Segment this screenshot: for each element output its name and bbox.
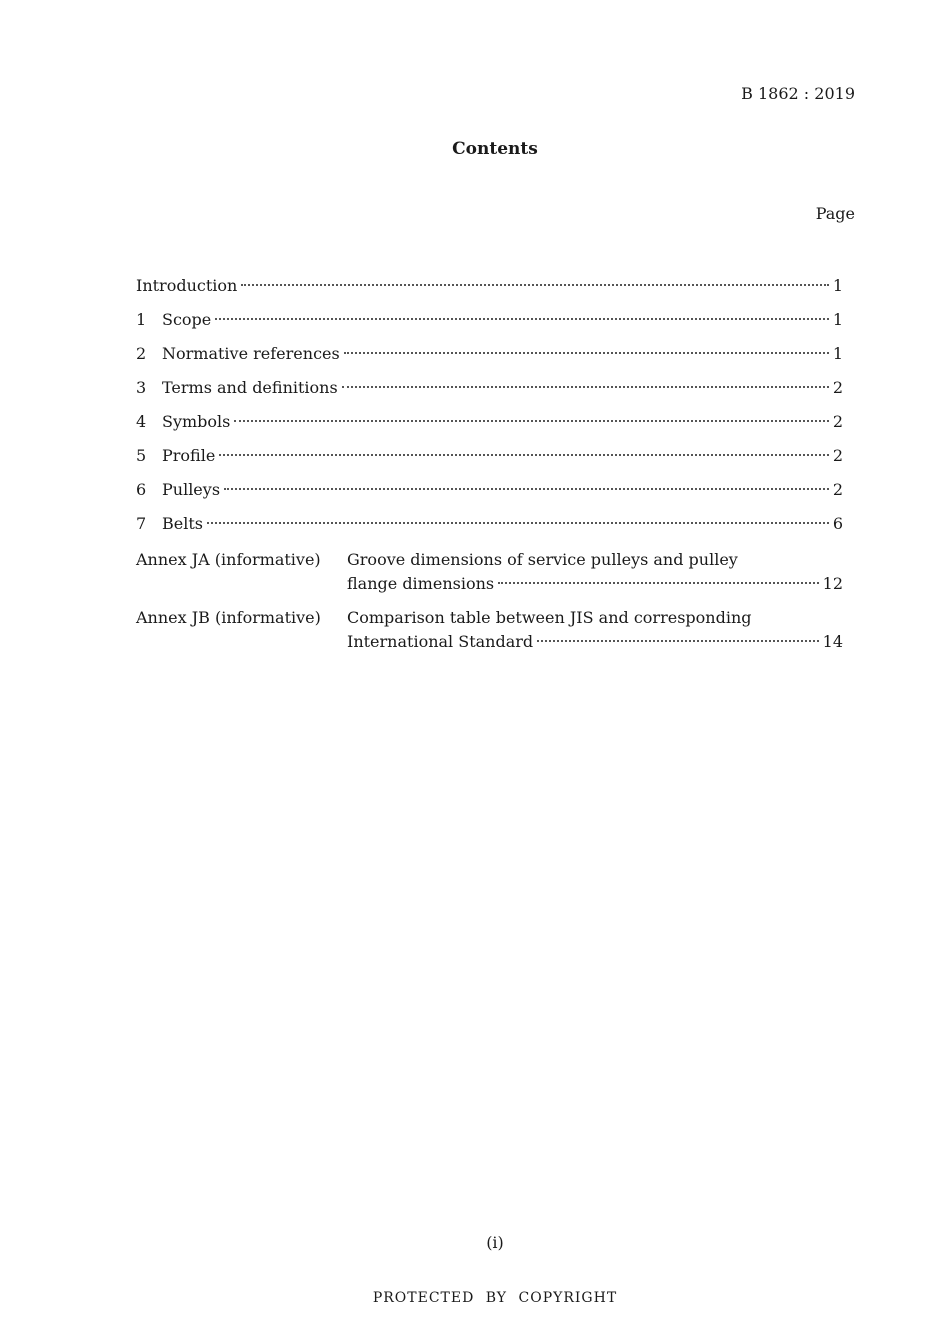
toc-entry-label: Terms and definitions [162, 378, 338, 397]
toc-entry-number: 6 [136, 480, 147, 499]
page-title: Contents [452, 139, 538, 159]
toc-entry-pulleys[interactable] [136, 480, 843, 514]
toc-entry-belts[interactable] [136, 514, 843, 548]
dot-leader [207, 522, 829, 524]
toc-entry-page: 1 [832, 344, 843, 363]
annex-title-line2: International Standard [347, 632, 534, 651]
toc-entry-number: 4 [136, 412, 147, 431]
annex-body [347, 606, 843, 654]
toc-entry-page: 2 [832, 378, 843, 397]
toc-entry-annex-jb[interactable] [136, 606, 843, 654]
toc-entry-profile[interactable] [136, 446, 843, 480]
toc-entry-label: Profile [162, 446, 216, 465]
annex-title-line2-row [347, 630, 843, 654]
toc-entry-page: 1 [832, 276, 843, 295]
dot-leader [219, 454, 829, 456]
standard-number: B 1862 : 2019 [741, 84, 855, 103]
page-column-label: Page [815, 204, 855, 223]
annex-id: Annex JA (informative) [136, 550, 321, 569]
toc-entry-number: 1 [136, 310, 147, 329]
dot-leader [241, 284, 828, 286]
toc-entry-page: 12 [822, 574, 843, 593]
annex-title-line2-row [347, 572, 843, 596]
dot-leader [224, 488, 829, 490]
footer-page-number: (i) [486, 1233, 504, 1252]
toc-entry-scope[interactable] [136, 310, 843, 344]
toc-entry-terms-and-definitions[interactable] [136, 378, 843, 412]
toc-entry-label: Symbols [162, 412, 231, 431]
dot-leader [537, 640, 818, 642]
toc-entry-introduction[interactable] [136, 276, 843, 310]
annex-title-line1: Comparison table between JIS and corresponding [347, 608, 752, 627]
table-of-contents [136, 276, 843, 664]
toc-entry-number: 2 [136, 344, 147, 363]
annex-body [347, 548, 843, 596]
dot-leader [344, 352, 829, 354]
dot-leader [342, 386, 829, 388]
toc-entry-label: Scope [162, 310, 212, 329]
toc-entry-page: 2 [832, 446, 843, 465]
dot-leader [234, 420, 828, 422]
toc-entry-label: Belts [162, 514, 203, 533]
copyright-notice: PROTECTED BY COPYRIGHT [372, 1290, 618, 1306]
toc-entry-number: 5 [136, 446, 147, 465]
annex-title-line2: flange dimensions [347, 574, 495, 593]
toc-entry-normative-references[interactable] [136, 344, 843, 378]
toc-entry-annex-ja[interactable] [136, 548, 843, 596]
toc-entry-number: 3 [136, 378, 147, 397]
toc-entry-label: Normative references [162, 344, 340, 363]
annex-title-line1: Groove dimensions of service pulleys and pulley [347, 550, 738, 569]
toc-entry-symbols[interactable] [136, 412, 843, 446]
annex-id: Annex JB (informative) [136, 608, 321, 627]
toc-entry-page: 2 [832, 480, 843, 499]
toc-entry-page: 2 [832, 412, 843, 431]
toc-entry-page: 14 [822, 632, 843, 651]
toc-entry-page: 6 [832, 514, 843, 533]
toc-entry-label: Pulleys [162, 480, 221, 499]
toc-entry-page: 1 [832, 310, 843, 329]
dot-leader [498, 582, 819, 584]
dot-leader [215, 318, 829, 320]
toc-entry-number: 7 [136, 514, 147, 533]
toc-entry-label: Introduction [136, 276, 238, 295]
